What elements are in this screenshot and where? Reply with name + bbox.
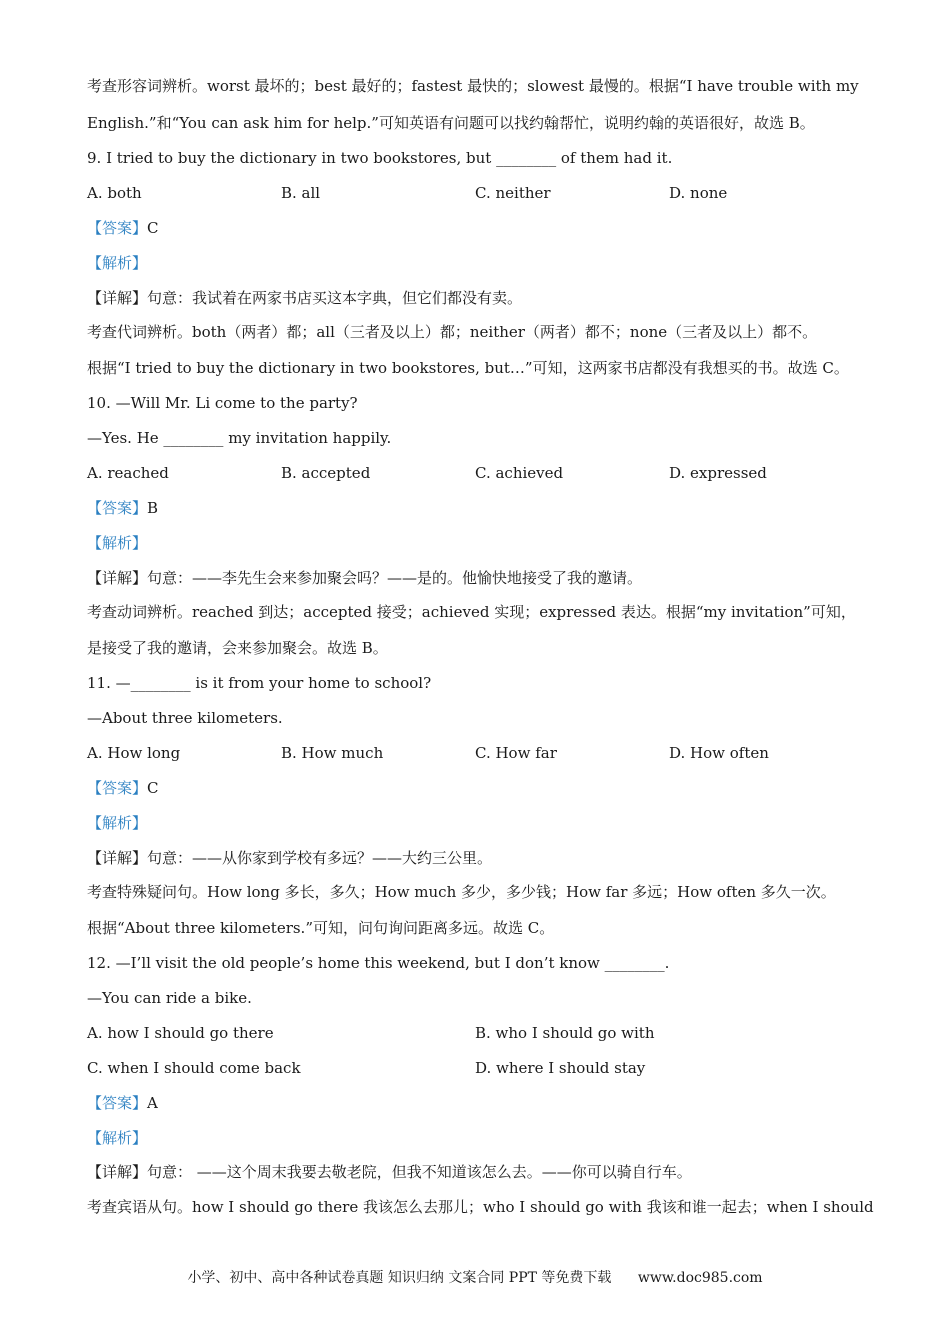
answer-tag: 【答案】 (87, 219, 148, 237)
q12-option-c: C. when I should come back (87, 1059, 301, 1077)
detail-text: 句意：——李先生会来参加聚会吗？——是的。他愉快地接受了我的邀请。 (147, 569, 643, 587)
footer-text: 小学、初中、高中各种试卷真题 知识归纳 文案合同 PPT 等免费下载 (187, 1270, 612, 1286)
q12-option-a: A. how I should go there (87, 1024, 274, 1042)
answer-tag: 【答案】 (87, 499, 148, 517)
detail-text: 句意： ——这个周末我要去敬老院，但我不知道该怎么去。——你可以骑自行车。 (147, 1163, 692, 1181)
q9-analysis-tag: 【解析】 (87, 254, 148, 272)
q11-analysis-tag: 【解析】 (87, 814, 148, 832)
q11-answer (87, 778, 159, 798)
answer-value: A (147, 1094, 158, 1112)
q10-analysis-tag: 【解析】 (87, 534, 148, 552)
answer-value: B (147, 499, 159, 517)
q12-stem: 12. —I’ll visit the old people’s home this weekend, but I don’t know ________. (87, 954, 670, 972)
q11-option-c: C. How far (475, 744, 557, 762)
q10-explain-2: 是接受了我的邀请，会来参加聚会。故选 B。 (87, 639, 388, 657)
q11-option-d: D. How often (669, 744, 769, 762)
answer-tag: 【答案】 (87, 1094, 148, 1112)
q10-option-a: A. reached (87, 464, 169, 482)
intro-line-1: 考查形容词辨析。worst 最坏的；best 最好的；fastest 最快的；slowest 最慢的。根据“I have trouble with my (87, 77, 859, 95)
answer-value: C (147, 219, 159, 237)
detail-tag: 【详解】 (87, 569, 148, 587)
q11-explain-1: 考查特殊疑问句。How long 多长，多久；How much 多少，多少钱；How far 多远；How often 多久一次。 (87, 883, 836, 901)
q9-option-a: A. both (87, 184, 142, 202)
q12-explain-1: 考查宾语从句。how I should go there 我该怎么去那儿；who I should go with 我该和谁一起去；when I should (87, 1198, 874, 1216)
q10-option-d: D. expressed (669, 464, 767, 482)
q9-option-b: B. all (281, 184, 321, 202)
q9-detail (87, 288, 522, 308)
q9-option-d: D. none (669, 184, 728, 202)
q9-stem: 9. I tried to buy the dictionary in two bookstores, but ________ of them had it. (87, 149, 673, 167)
detail-text: 句意：——从你家到学校有多远？——大约三公里。 (147, 849, 493, 867)
q10-stem-2: —Yes. He ________ my invitation happily. (87, 429, 392, 447)
q10-answer (87, 498, 158, 518)
answer-tag: 【答案】 (87, 779, 148, 797)
q12-answer (87, 1093, 158, 1113)
q11-option-b: B. How much (281, 744, 384, 762)
q11-detail (87, 848, 492, 868)
q10-option-c: C. achieved (475, 464, 564, 482)
q9-answer (87, 218, 159, 238)
q12-stem-2: —You can ride a bike. (87, 989, 252, 1007)
q12-analysis-tag: 【解析】 (87, 1129, 148, 1147)
q9-option-c: C. neither (475, 184, 551, 202)
q12-option-d: D. where I should stay (475, 1059, 646, 1077)
answer-value: C (147, 779, 159, 797)
footer-url[interactable]: www.doc985.com (637, 1270, 763, 1286)
q12-option-b: B. who I should go with (475, 1024, 655, 1042)
detail-tag: 【详解】 (87, 1163, 148, 1181)
q9-explain-2: 根据“I tried to buy the dictionary in two bookstores, but…”可知，这两家书店都没有我想买的书。故选 C。 (87, 359, 849, 377)
detail-tag: 【详解】 (87, 289, 148, 307)
q11-option-a: A. How long (87, 744, 181, 762)
q11-explain-2: 根据“About three kilometers.”可知，问句询问距离多远。故选 C。 (87, 919, 555, 937)
q11-stem-2: —About three kilometers. (87, 709, 283, 727)
q9-explain-1: 考查代词辨析。both（两者）都；all（三者及以上）都；neither（两者）都不；none（三者及以上）都不。 (87, 323, 818, 341)
page-footer (0, 1268, 950, 1288)
q12-detail (87, 1162, 692, 1182)
detail-text: 句意：我试着在两家书店买这本字典，但它们都没有卖。 (147, 289, 523, 307)
detail-tag: 【详解】 (87, 849, 148, 867)
q10-option-b: B. accepted (281, 464, 371, 482)
q10-detail (87, 568, 642, 588)
q10-explain-1: 考查动词辨析。reached 到达；accepted 接受；achieved 实现；expressed 表达。根据“my invitation”可知， (87, 603, 856, 621)
intro-line-2: English.”和“You can ask him for help.”可知英语有问题可以找约翰帮忙，说明约翰的英语很好，故选 B。 (87, 114, 815, 132)
q10-stem: 10. —Will Mr. Li come to the party? (87, 394, 358, 412)
q11-stem: 11. —________ is it from your home to school? (87, 674, 432, 692)
